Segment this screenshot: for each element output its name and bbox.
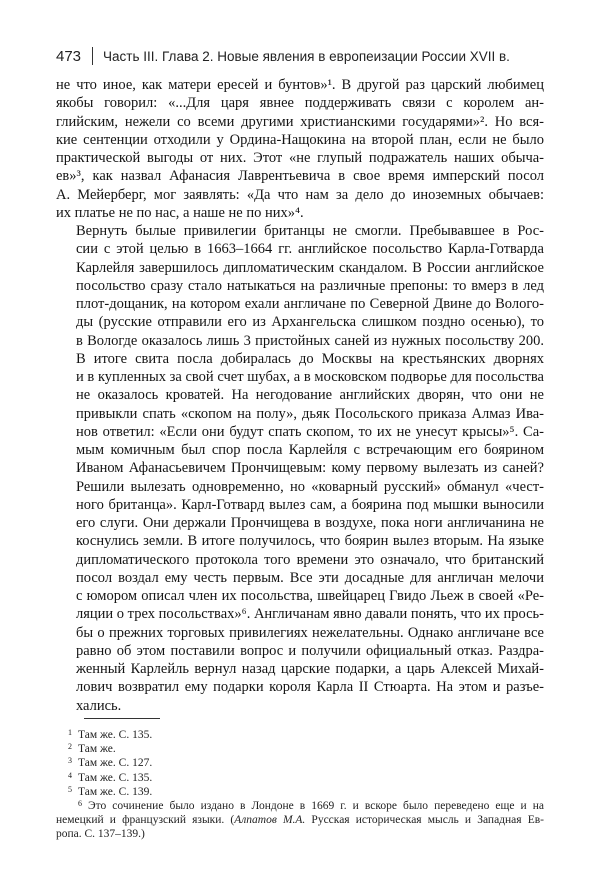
footnote-6-number: 6 — [78, 799, 82, 809]
text-line: равно об этом поставили вопрос и получили официальный отказ. Раздра- — [76, 642, 544, 659]
text-line: сии с этой целью в 1663–1664 гг. английское посольство Карла-Готварда — [76, 241, 544, 258]
text-line: плот-дощаник, на котором ехали англичане по Северной Двине до Волого- — [76, 296, 544, 312]
text-line: ляции о трех посольствах»⁶. Англичанам явно давали понять, что их прось- — [76, 606, 545, 623]
running-title: Часть III. Глава 2. Новые явления в европеизации России XVII в. — [103, 48, 510, 64]
footnote-text: Там же. — [78, 743, 116, 756]
text-line: глийским, нежели со всеми другими христианскими государями»². Но вся- — [56, 113, 544, 130]
text-line: женный Карлейль вернул назад царские подарки, а царь Алексей Михай- — [76, 661, 544, 677]
text-line: привыкли спать «скопом на полу», дьяк Посольского приказа Алмаз Ива- — [76, 405, 544, 422]
running-header — [56, 44, 544, 68]
footnote-6 — [56, 799, 544, 842]
text-line: посольство сразу стало натыкаться на различные препоны: то вмерз в лед — [76, 277, 544, 294]
text-line: практической выгоды от них. Этот «не глупый подражатель наших обыча- — [56, 150, 544, 166]
text-line: Вернуть былые привилегии британцы не смогли. Пребывавшее в Рос- — [76, 223, 544, 239]
footnote-6-line-2: немецкий и французский языки. ( — [56, 814, 235, 827]
text-line: ного британца». Карл-Готвард вылез сам, а боярина под мышки выносили — [76, 496, 544, 513]
text-line: и в купленных за свой счет шубах, а в московском подворье для посольства — [76, 369, 544, 385]
footnote-rule — [84, 718, 160, 719]
text-line: Карлейля завершилось дипломатическим скандалом. В России английское — [76, 259, 544, 276]
text-line: хались. — [76, 697, 122, 714]
footnote-6-line-2-rest: Русская историческая мысль и Западная Ев- — [305, 814, 544, 827]
footnote-6-line-1: Это сочинение было издано в Лондоне в 1669 г. и вскоре было переведено еще и на — [88, 800, 544, 813]
text-line: Решили вылезать одновременно, но «коварный русский» обманул «чест- — [76, 478, 544, 495]
text-line: кие сентенции отходили у Ордина-Нащокина на второй план, если не было — [56, 131, 544, 148]
footnote-2: 2 Там же. — [68, 742, 116, 756]
text-line: их платье не по нас, а наше не по них»⁴. — [56, 204, 304, 221]
page-number: 473 — [56, 47, 82, 65]
text-line: его слуги. Они держали Прончищева в воздухе, пока ноги англичанина не — [76, 515, 544, 531]
footnotes — [56, 728, 544, 842]
text-line: коснулись земли. В итоге получилось, что боярин вылез вторым. На языке — [76, 533, 544, 550]
text-line: в Вологде оказалось лишь 3 пристойных саней из нужных посольству 200. — [76, 332, 544, 349]
text-line: нов ответил: «Если они будут спать скопом, то их не унесут крысы»⁵. Са- — [76, 423, 544, 440]
text-line: якобы говорил: «...Для царя явнее поддерживать связи с королем ан- — [56, 95, 544, 112]
text-line: не оказалось кроватей. На негодование английских дворян, что они не — [76, 387, 544, 404]
paragraph-2 — [56, 222, 544, 715]
footnote-6-author: Алпатов М.А. — [234, 814, 306, 827]
text-line: дипломатического протокола того времени это означало, что британский — [76, 551, 544, 568]
text-line: бы о прежних торговых привилегиях нежелательны. Однако англичане все — [76, 624, 544, 641]
footnote-1: 1 Там же. С. 135. — [68, 728, 153, 741]
footnote-5: 5 Там же. С. 139. — [68, 784, 153, 798]
text-line: Иваном Афанасьевичем Прончищевым: кому первому вылезать из саней? — [76, 460, 544, 477]
footnote-text: Там же. С. 139. — [78, 785, 153, 798]
text-line: посол воздал ему честь первым. Все эти досадные для англичан мелочи — [76, 569, 544, 586]
header-divider — [92, 47, 93, 65]
footnote-3: 3 Там же. С. 127. — [68, 756, 153, 770]
text-line: ды (русские отправили его из Архангельска слишком поздно осенью), то — [76, 314, 544, 331]
text-line: лович возвратил ему подарки короля Карла II Стюарта. На этом и разъе- — [76, 679, 544, 696]
footnote-4: 4 Там же. С. 135. — [68, 770, 153, 784]
text-line: А. Мейерберг, мог заявлять: «Да что нам за дело до иноземных обычаев: — [56, 186, 544, 203]
text-line: не что иное, как матери ересей и бунтов»¹. В другой раз царский любимец — [56, 77, 544, 93]
text-line: мым комичным был спор посла Карлейля с встречающим его боярином — [76, 442, 544, 458]
main-text — [56, 76, 544, 715]
text-line: ев»³, как назвал Афанасия Лаврентьевича в свое время имперский посол — [56, 168, 544, 185]
paragraph-1 — [56, 76, 544, 222]
text-line: с юмором описал член их посольства, швейцарец Гвидо Льеж в своей «Ре- — [76, 588, 544, 604]
text-line: В итоге свита посла добиралась до Москвы на крестьянских дворнях — [76, 350, 544, 367]
footnote-text: Там же. С. 135. — [78, 729, 153, 741]
footnote-text: Там же. С. 135. — [78, 771, 153, 784]
footnote-6-line-3: ропа. С. 137–139.) — [56, 828, 145, 841]
footnote-text: Там же. С. 127. — [78, 757, 153, 770]
